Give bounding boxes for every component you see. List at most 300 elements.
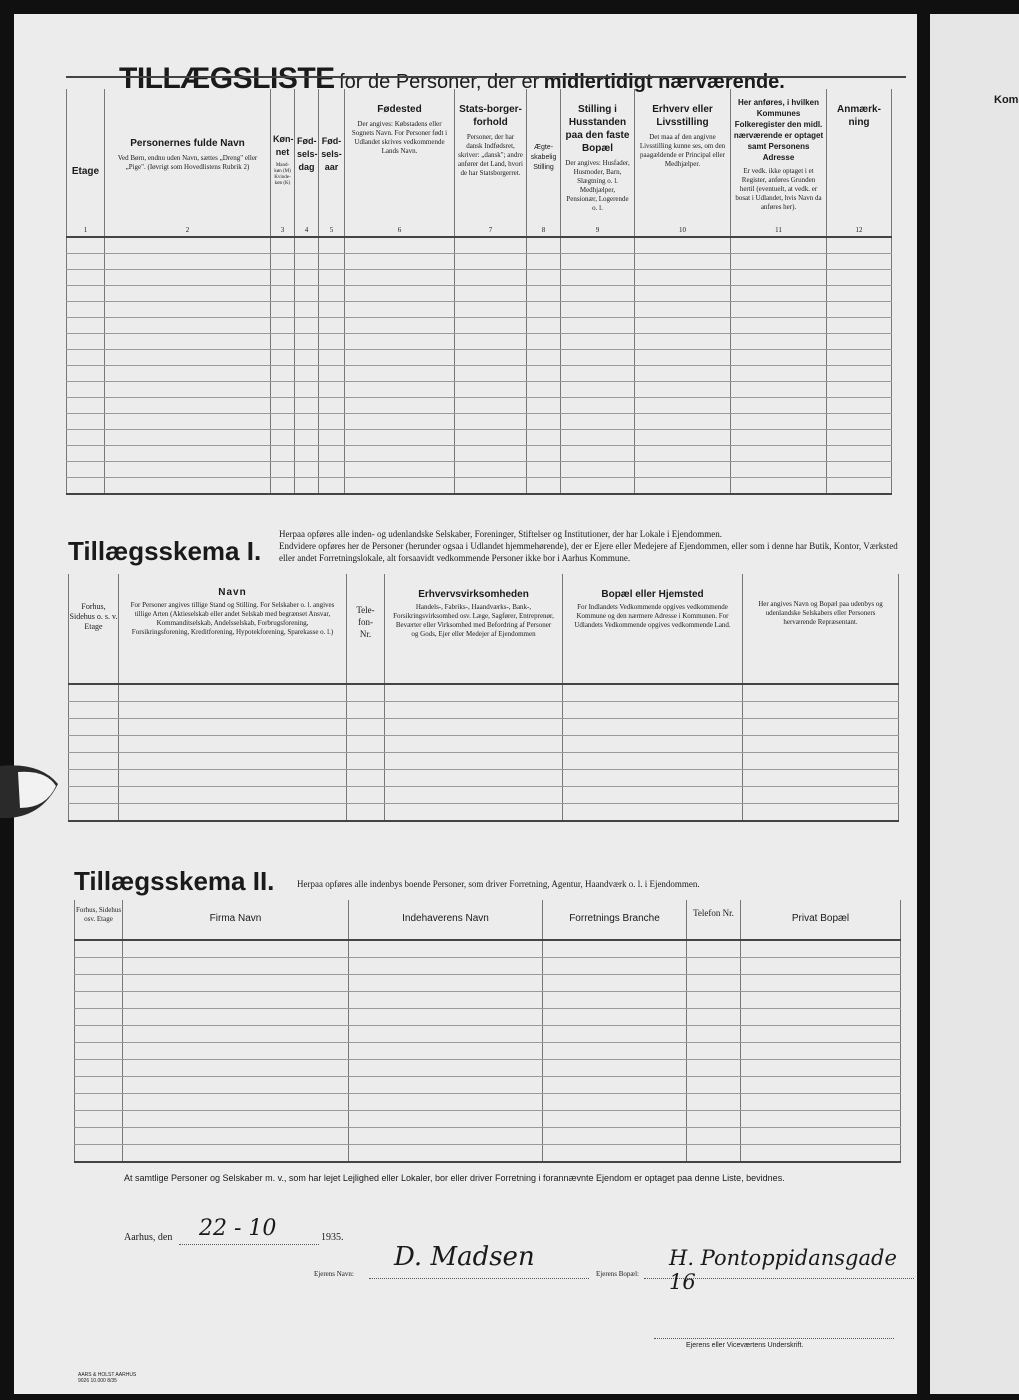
table-cell[interactable] — [741, 1043, 901, 1060]
table-cell[interactable] — [319, 237, 345, 254]
table-cell[interactable] — [455, 430, 527, 446]
table-cell[interactable] — [743, 702, 899, 719]
table-cell[interactable] — [347, 753, 385, 770]
table-cell[interactable] — [345, 334, 455, 350]
table-cell[interactable] — [349, 992, 543, 1009]
table-cell[interactable] — [319, 366, 345, 382]
table-cell[interactable] — [345, 286, 455, 302]
table-cell[interactable] — [543, 1128, 687, 1145]
table-cell[interactable] — [635, 270, 731, 286]
table-cell[interactable] — [455, 414, 527, 430]
table-cell[interactable] — [543, 992, 687, 1009]
table-cell[interactable] — [105, 366, 271, 382]
table-cell[interactable] — [347, 702, 385, 719]
table-cell[interactable] — [295, 478, 319, 495]
table-cell[interactable] — [349, 1026, 543, 1043]
table-cell[interactable] — [75, 1145, 123, 1163]
table-cell[interactable] — [561, 366, 635, 382]
table-cell[interactable] — [347, 684, 385, 702]
table-cell[interactable] — [561, 462, 635, 478]
table-cell[interactable] — [561, 446, 635, 462]
table-cell[interactable] — [561, 286, 635, 302]
table-cell[interactable] — [827, 286, 892, 302]
table-cell[interactable] — [743, 770, 899, 787]
table-cell[interactable] — [347, 736, 385, 753]
table-cell[interactable] — [347, 770, 385, 787]
table-cell[interactable] — [271, 350, 295, 366]
table-cell[interactable] — [635, 446, 731, 462]
table-cell[interactable] — [543, 1111, 687, 1128]
table-cell[interactable] — [349, 975, 543, 992]
table-cell[interactable] — [687, 1043, 741, 1060]
table-cell[interactable] — [731, 254, 827, 270]
table-cell[interactable] — [75, 1009, 123, 1026]
table-cell[interactable] — [75, 1043, 123, 1060]
table-cell[interactable] — [345, 446, 455, 462]
table-cell[interactable] — [455, 286, 527, 302]
table-cell[interactable] — [455, 237, 527, 254]
table-cell[interactable] — [827, 334, 892, 350]
table-cell[interactable] — [349, 1111, 543, 1128]
table-cell[interactable] — [561, 430, 635, 446]
table-cell[interactable] — [69, 753, 119, 770]
table-cell[interactable] — [385, 787, 563, 804]
table-cell[interactable] — [123, 992, 349, 1009]
table-cell[interactable] — [527, 334, 561, 350]
table-cell[interactable] — [635, 414, 731, 430]
table-cell[interactable] — [741, 1111, 901, 1128]
table-cell[interactable] — [385, 753, 563, 770]
table-cell[interactable] — [349, 1043, 543, 1060]
table-cell[interactable] — [687, 1060, 741, 1077]
table-cell[interactable] — [635, 318, 731, 334]
table-cell[interactable] — [827, 270, 892, 286]
table-cell[interactable] — [319, 398, 345, 414]
table-cell[interactable] — [319, 478, 345, 495]
table-cell[interactable] — [543, 975, 687, 992]
table-cell[interactable] — [563, 736, 743, 753]
table-cell[interactable] — [827, 382, 892, 398]
table-cell[interactable] — [123, 1026, 349, 1043]
table-cell[interactable] — [75, 940, 123, 958]
table-cell[interactable] — [75, 975, 123, 992]
table-cell[interactable] — [527, 462, 561, 478]
table-cell[interactable] — [455, 334, 527, 350]
table-cell[interactable] — [295, 414, 319, 430]
table-cell[interactable] — [75, 992, 123, 1009]
table-cell[interactable] — [827, 414, 892, 430]
table-cell[interactable] — [527, 446, 561, 462]
table-cell[interactable] — [105, 414, 271, 430]
table-cell[interactable] — [635, 382, 731, 398]
table-cell[interactable] — [827, 430, 892, 446]
table-cell[interactable] — [561, 254, 635, 270]
table-cell[interactable] — [349, 1077, 543, 1094]
table-cell[interactable] — [527, 270, 561, 286]
table-cell[interactable] — [67, 318, 105, 334]
table-cell[interactable] — [75, 1060, 123, 1077]
table-cell[interactable] — [319, 446, 345, 462]
table-cell[interactable] — [455, 446, 527, 462]
table-cell[interactable] — [543, 958, 687, 975]
table-cell[interactable] — [385, 719, 563, 736]
table-cell[interactable] — [67, 414, 105, 430]
table-cell[interactable] — [271, 446, 295, 462]
table-cell[interactable] — [75, 1128, 123, 1145]
table-cell[interactable] — [635, 478, 731, 495]
table-cell[interactable] — [105, 478, 271, 495]
table-cell[interactable] — [345, 302, 455, 318]
table-cell[interactable] — [319, 302, 345, 318]
table-cell[interactable] — [561, 302, 635, 318]
table-cell[interactable] — [527, 478, 561, 495]
table-cell[interactable] — [319, 382, 345, 398]
table-cell[interactable] — [743, 804, 899, 822]
table-cell[interactable] — [349, 958, 543, 975]
table-cell[interactable] — [345, 254, 455, 270]
table-cell[interactable] — [741, 975, 901, 992]
table-cell[interactable] — [543, 1094, 687, 1111]
table-cell[interactable] — [827, 302, 892, 318]
table-cell[interactable] — [827, 318, 892, 334]
table-cell[interactable] — [105, 462, 271, 478]
table-cell[interactable] — [455, 318, 527, 334]
table-cell[interactable] — [75, 958, 123, 975]
table-cell[interactable] — [271, 270, 295, 286]
table-cell[interactable] — [105, 350, 271, 366]
table-cell[interactable] — [295, 334, 319, 350]
table-cell[interactable] — [271, 414, 295, 430]
table-cell[interactable] — [635, 366, 731, 382]
table-cell[interactable] — [295, 446, 319, 462]
table-cell[interactable] — [731, 318, 827, 334]
table-cell[interactable] — [75, 1026, 123, 1043]
table-cell[interactable] — [105, 270, 271, 286]
table-cell[interactable] — [527, 237, 561, 254]
table-cell[interactable] — [731, 366, 827, 382]
table-cell[interactable] — [319, 414, 345, 430]
table-cell[interactable] — [687, 992, 741, 1009]
table-cell[interactable] — [687, 1145, 741, 1163]
table-cell[interactable] — [105, 430, 271, 446]
table-cell[interactable] — [827, 446, 892, 462]
table-cell[interactable] — [741, 958, 901, 975]
table-cell[interactable] — [731, 270, 827, 286]
table-cell[interactable] — [347, 719, 385, 736]
table-cell[interactable] — [385, 684, 563, 702]
table-cell[interactable] — [743, 753, 899, 770]
table-cell[interactable] — [319, 286, 345, 302]
table-cell[interactable] — [527, 350, 561, 366]
table-cell[interactable] — [741, 1009, 901, 1026]
table-cell[interactable] — [271, 478, 295, 495]
table-cell[interactable] — [345, 398, 455, 414]
table-cell[interactable] — [67, 350, 105, 366]
table-cell[interactable] — [635, 350, 731, 366]
table-cell[interactable] — [319, 334, 345, 350]
table-cell[interactable] — [319, 350, 345, 366]
table-cell[interactable] — [345, 462, 455, 478]
table-cell[interactable] — [687, 1094, 741, 1111]
table-cell[interactable] — [345, 414, 455, 430]
table-cell[interactable] — [527, 382, 561, 398]
table-cell[interactable] — [687, 940, 741, 958]
table-cell[interactable] — [105, 334, 271, 350]
table-cell[interactable] — [295, 302, 319, 318]
table-cell[interactable] — [69, 770, 119, 787]
table-cell[interactable] — [527, 318, 561, 334]
table-cell[interactable] — [543, 940, 687, 958]
table-cell[interactable] — [295, 366, 319, 382]
table-cell[interactable] — [635, 334, 731, 350]
table-cell[interactable] — [687, 1026, 741, 1043]
table-cell[interactable] — [527, 366, 561, 382]
table-cell[interactable] — [561, 318, 635, 334]
table-cell[interactable] — [295, 350, 319, 366]
table-cell[interactable] — [731, 302, 827, 318]
table-cell[interactable] — [563, 719, 743, 736]
table-cell[interactable] — [827, 462, 892, 478]
table-cell[interactable] — [319, 254, 345, 270]
table-cell[interactable] — [741, 992, 901, 1009]
table-cell[interactable] — [561, 398, 635, 414]
table-cell[interactable] — [827, 237, 892, 254]
table-cell[interactable] — [119, 804, 347, 822]
table-cell[interactable] — [105, 382, 271, 398]
table-cell[interactable] — [119, 770, 347, 787]
table-cell[interactable] — [543, 1009, 687, 1026]
table-cell[interactable] — [543, 1060, 687, 1077]
table-cell[interactable] — [295, 254, 319, 270]
table-cell[interactable] — [563, 684, 743, 702]
table-cell[interactable] — [119, 736, 347, 753]
table-cell[interactable] — [271, 382, 295, 398]
table-cell[interactable] — [319, 462, 345, 478]
table-cell[interactable] — [345, 350, 455, 366]
table-cell[interactable] — [455, 270, 527, 286]
table-cell[interactable] — [687, 958, 741, 975]
table-cell[interactable] — [731, 478, 827, 495]
table-cell[interactable] — [455, 366, 527, 382]
table-cell[interactable] — [687, 1009, 741, 1026]
table-cell[interactable] — [731, 334, 827, 350]
table-cell[interactable] — [455, 302, 527, 318]
table-cell[interactable] — [123, 975, 349, 992]
table-cell[interactable] — [349, 1094, 543, 1111]
table-cell[interactable] — [69, 736, 119, 753]
table-cell[interactable] — [741, 1145, 901, 1163]
table-cell[interactable] — [743, 736, 899, 753]
table-cell[interactable] — [271, 302, 295, 318]
table-cell[interactable] — [385, 736, 563, 753]
table-cell[interactable] — [731, 350, 827, 366]
table-cell[interactable] — [119, 787, 347, 804]
table-cell[interactable] — [561, 237, 635, 254]
table-cell[interactable] — [563, 702, 743, 719]
table-cell[interactable] — [295, 237, 319, 254]
table-cell[interactable] — [123, 958, 349, 975]
table-cell[interactable] — [543, 1077, 687, 1094]
table-cell[interactable] — [741, 940, 901, 958]
table-cell[interactable] — [105, 254, 271, 270]
table-cell[interactable] — [105, 398, 271, 414]
table-cell[interactable] — [345, 366, 455, 382]
table-cell[interactable] — [123, 1077, 349, 1094]
table-cell[interactable] — [563, 787, 743, 804]
table-cell[interactable] — [345, 478, 455, 495]
table-cell[interactable] — [105, 286, 271, 302]
table-cell[interactable] — [687, 1128, 741, 1145]
table-cell[interactable] — [67, 382, 105, 398]
table-cell[interactable] — [75, 1094, 123, 1111]
table-cell[interactable] — [69, 804, 119, 822]
table-cell[interactable] — [67, 237, 105, 254]
table-cell[interactable] — [731, 237, 827, 254]
table-cell[interactable] — [635, 237, 731, 254]
table-cell[interactable] — [543, 1026, 687, 1043]
table-cell[interactable] — [271, 430, 295, 446]
table-cell[interactable] — [271, 366, 295, 382]
table-cell[interactable] — [123, 1111, 349, 1128]
table-cell[interactable] — [563, 770, 743, 787]
table-cell[interactable] — [295, 270, 319, 286]
table-cell[interactable] — [455, 462, 527, 478]
table-cell[interactable] — [561, 334, 635, 350]
table-cell[interactable] — [741, 1026, 901, 1043]
table-cell[interactable] — [561, 478, 635, 495]
table-cell[interactable] — [635, 302, 731, 318]
table-cell[interactable] — [271, 286, 295, 302]
table-cell[interactable] — [349, 1145, 543, 1163]
table-cell[interactable] — [561, 382, 635, 398]
table-cell[interactable] — [731, 430, 827, 446]
table-cell[interactable] — [295, 382, 319, 398]
table-cell[interactable] — [123, 940, 349, 958]
table-cell[interactable] — [349, 1060, 543, 1077]
table-cell[interactable] — [69, 702, 119, 719]
table-cell[interactable] — [347, 804, 385, 822]
table-cell[interactable] — [635, 398, 731, 414]
table-cell[interactable] — [455, 254, 527, 270]
table-cell[interactable] — [295, 462, 319, 478]
table-cell[interactable] — [563, 753, 743, 770]
table-cell[interactable] — [741, 1060, 901, 1077]
table-cell[interactable] — [741, 1094, 901, 1111]
table-cell[interactable] — [105, 318, 271, 334]
table-cell[interactable] — [75, 1077, 123, 1094]
table-cell[interactable] — [731, 462, 827, 478]
table-cell[interactable] — [455, 398, 527, 414]
table-cell[interactable] — [731, 382, 827, 398]
table-cell[interactable] — [271, 462, 295, 478]
table-cell[interactable] — [67, 462, 105, 478]
table-cell[interactable] — [741, 1128, 901, 1145]
table-cell[interactable] — [731, 398, 827, 414]
table-cell[interactable] — [561, 414, 635, 430]
table-cell[interactable] — [69, 719, 119, 736]
table-cell[interactable] — [349, 940, 543, 958]
table-cell[interactable] — [527, 286, 561, 302]
table-cell[interactable] — [687, 1077, 741, 1094]
table-cell[interactable] — [271, 254, 295, 270]
table-cell[interactable] — [827, 350, 892, 366]
table-cell[interactable] — [67, 478, 105, 495]
table-cell[interactable] — [455, 382, 527, 398]
table-cell[interactable] — [527, 430, 561, 446]
table-cell[interactable] — [319, 318, 345, 334]
table-cell[interactable] — [731, 446, 827, 462]
table-cell[interactable] — [67, 366, 105, 382]
table-cell[interactable] — [349, 1128, 543, 1145]
table-cell[interactable] — [67, 270, 105, 286]
table-cell[interactable] — [385, 770, 563, 787]
table-cell[interactable] — [743, 684, 899, 702]
table-cell[interactable] — [385, 702, 563, 719]
table-cell[interactable] — [527, 398, 561, 414]
table-cell[interactable] — [345, 318, 455, 334]
table-cell[interactable] — [527, 302, 561, 318]
table-cell[interactable] — [349, 1009, 543, 1026]
table-cell[interactable] — [271, 398, 295, 414]
table-cell[interactable] — [561, 350, 635, 366]
table-cell[interactable] — [455, 478, 527, 495]
table-cell[interactable] — [67, 334, 105, 350]
table-cell[interactable] — [67, 286, 105, 302]
table-cell[interactable] — [295, 398, 319, 414]
table-cell[interactable] — [827, 366, 892, 382]
table-cell[interactable] — [67, 398, 105, 414]
table-cell[interactable] — [385, 804, 563, 822]
table-cell[interactable] — [119, 702, 347, 719]
table-cell[interactable] — [345, 382, 455, 398]
table-cell[interactable] — [741, 1077, 901, 1094]
table-cell[interactable] — [563, 804, 743, 822]
table-cell[interactable] — [743, 719, 899, 736]
table-cell[interactable] — [345, 270, 455, 286]
table-cell[interactable] — [455, 350, 527, 366]
table-cell[interactable] — [635, 462, 731, 478]
table-cell[interactable] — [827, 398, 892, 414]
table-cell[interactable] — [295, 286, 319, 302]
table-cell[interactable] — [123, 1009, 349, 1026]
table-cell[interactable] — [319, 270, 345, 286]
table-cell[interactable] — [527, 254, 561, 270]
table-cell[interactable] — [75, 1111, 123, 1128]
table-cell[interactable] — [687, 1111, 741, 1128]
table-cell[interactable] — [635, 254, 731, 270]
table-cell[interactable] — [543, 1043, 687, 1060]
table-cell[interactable] — [543, 1145, 687, 1163]
table-cell[interactable] — [67, 254, 105, 270]
table-cell[interactable] — [123, 1043, 349, 1060]
table-cell[interactable] — [743, 787, 899, 804]
table-cell[interactable] — [635, 286, 731, 302]
table-cell[interactable] — [69, 684, 119, 702]
table-cell[interactable] — [731, 414, 827, 430]
table-cell[interactable] — [123, 1145, 349, 1163]
table-cell[interactable] — [123, 1094, 349, 1111]
table-cell[interactable] — [347, 787, 385, 804]
table-cell[interactable] — [69, 787, 119, 804]
table-cell[interactable] — [271, 237, 295, 254]
table-cell[interactable] — [731, 286, 827, 302]
table-cell[interactable] — [119, 684, 347, 702]
table-cell[interactable] — [827, 478, 892, 495]
table-cell[interactable] — [271, 318, 295, 334]
table-cell[interactable] — [827, 254, 892, 270]
table-cell[interactable] — [123, 1128, 349, 1145]
table-cell[interactable] — [119, 753, 347, 770]
